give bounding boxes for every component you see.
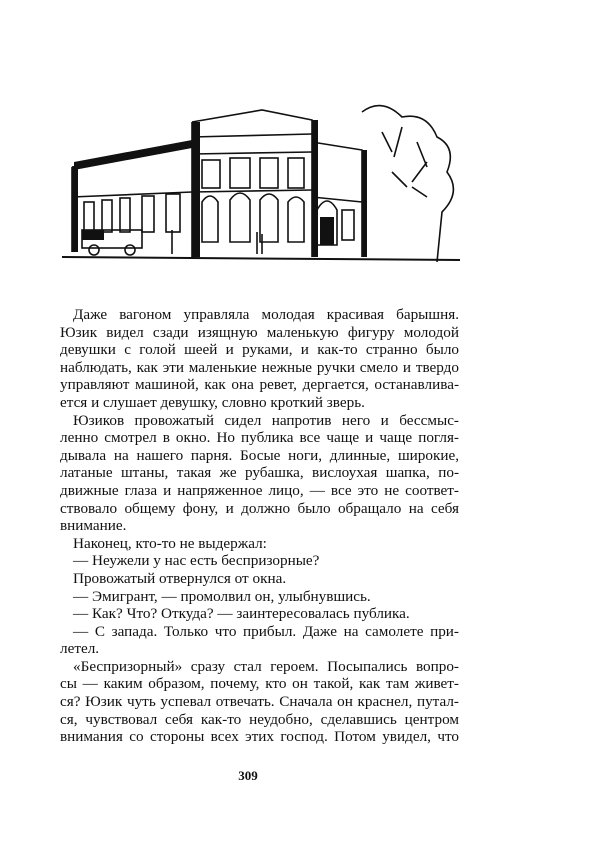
text-line: латаные штаны, такая же рубашка, вислоухая шапка, по- (60, 464, 459, 482)
text-line: ется и слушает девушку, словно кроткий зверь. (60, 393, 365, 411)
text-line: наблюдать, как эти маленькие нежные ручки смело и твердо (60, 358, 459, 376)
text-line: ленно смотрел в окно. Но публика все чаще и чаще погля- (60, 429, 459, 447)
text-line: Наконец, кто-то не выдержал: (73, 534, 267, 552)
text-line: дывала на нашего парня. Босые ноги, длинные, широкие, (60, 446, 459, 464)
body-text (60, 306, 459, 746)
text-line: «Беспризорный» сразу стал героем. Посыпались вопро- (73, 657, 459, 675)
text-line: Провожатый отвернулся от окна. (73, 569, 287, 587)
text-line: — Как? Что? Откуда? — заинтересовалась публика. (73, 605, 410, 623)
text-line: Юзик видел сзади изящную маленькую фигуру молодой (60, 323, 459, 341)
text-line: летел. (60, 640, 100, 658)
text-line: внимания со стороны всех этих господ. Потом увидел, что (60, 728, 459, 746)
text-line: сы — каким образом, почему, кто он такой, как там живет- (60, 675, 459, 693)
text-line: ствовало общему фону, и должно было обращало на себя (60, 499, 459, 517)
text-line: внимание. (60, 517, 127, 535)
text-line: Юзиков провожатый сидел напротив него и бессмыс- (73, 411, 459, 429)
text-line: Даже вагоном управляла молодая красивая барышня. (73, 306, 459, 323)
text-line: — С запада. Только что прибыл. Даже на самолете при- (73, 622, 459, 640)
page-number: 309 (238, 768, 258, 783)
text-line: ся, чувствовал себя как-то неудобно, сделавшись центром (60, 710, 459, 728)
text-line: движные глаза и напряженное лицо, — все это не соответ- (60, 481, 459, 499)
building-illustration (62, 92, 460, 264)
text-line: управляют машиной, как она ревет, дергается, останавлива- (60, 376, 459, 394)
text-line: девушки с голой шеей и руками, и как-то странно было (60, 341, 459, 359)
text-line: ся? Юзик чуть успевал отвечать. Сначала он краснел, путал- (60, 693, 459, 711)
text-line: — Эмигрант, — промолвил он, улыбнувшись. (73, 587, 371, 605)
text-line: — Неужели у нас есть беспризорные? (73, 552, 320, 570)
